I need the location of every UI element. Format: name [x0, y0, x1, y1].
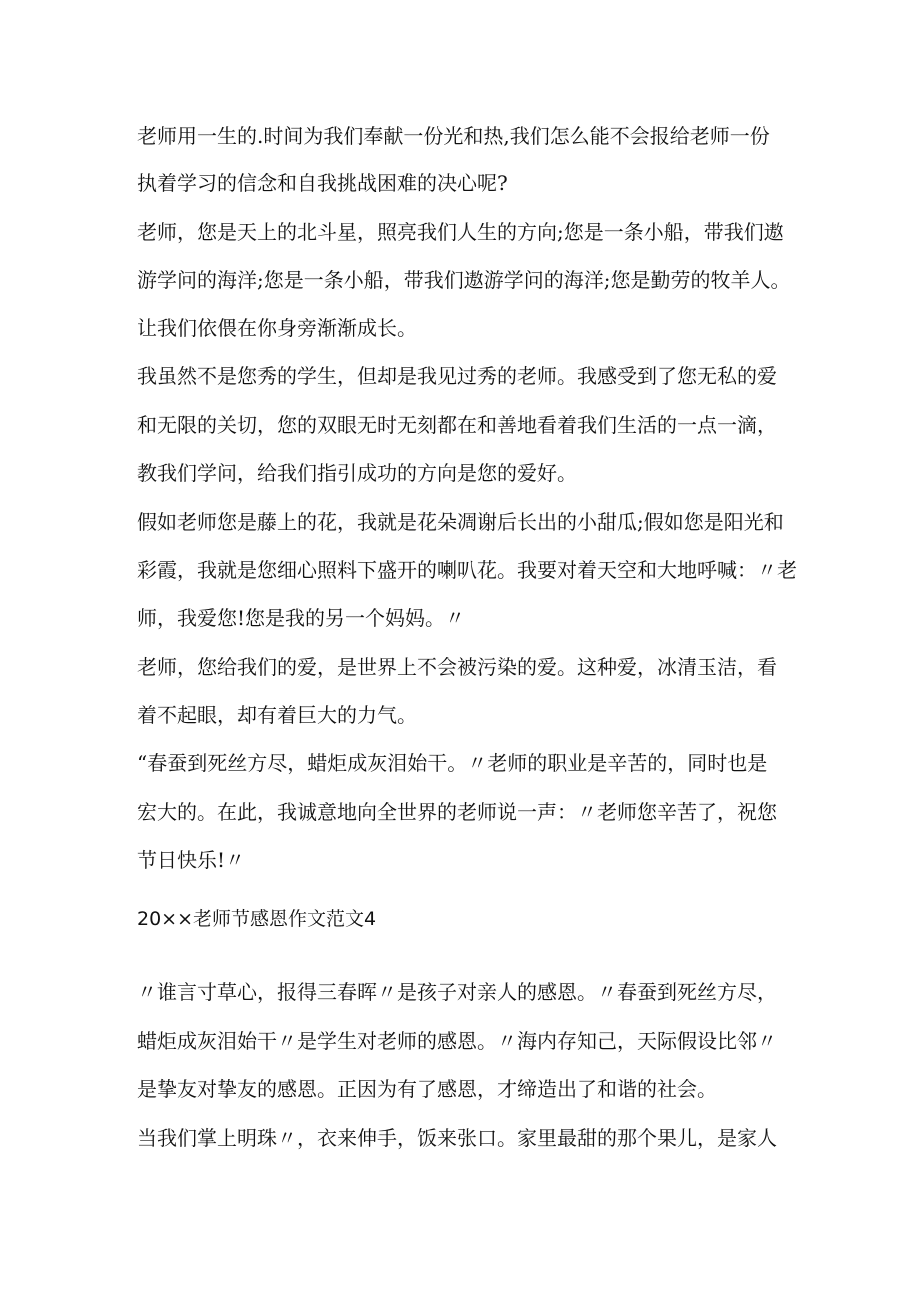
text-line: 是挚友对挚友的感恩。正因为有了感恩，才缔造出了和谐的社会。: [137, 1077, 717, 1101]
text-line: 游学问的海洋;您是一条小船，带我们遨游学问的海洋;您是勤劳的牧羊人。: [137, 268, 791, 292]
section-heading: 20××老师节感恩作文范文4: [137, 908, 377, 930]
text-line: 宏大的。在此，我诚意地向全世界的老师说一声：〃老师您辛苦了，祝您: [137, 800, 777, 824]
text-line: “春蚕到死丝方尽，蜡炬成灰泪始干。〃老师的职业是辛苦的，同时也是: [137, 751, 768, 775]
text-line: 节日快乐!〃: [137, 848, 246, 872]
text-line: 让我们依偎在你身旁渐渐成长。: [137, 316, 417, 340]
text-line: 执着学习的信念和自我挑战困难的决心呢?: [137, 171, 508, 195]
text-line: 教我们学问，给我们指引成功的方向是您的爱好。: [137, 461, 577, 485]
text-line: 〃谁言寸草心，报得三春晖〃是孩子对亲人的感恩。〃春蚕到死丝方尽，: [137, 980, 777, 1004]
text-line: 我虽然不是您秀的学生，但却是我见过秀的老师。我感受到了您无私的爱: [137, 364, 777, 388]
text-line: 蜡炬成灰泪始干〃是学生对老师的感恩。〃海内存知己，天际假设比邻〃: [137, 1029, 777, 1053]
text-line: 师，我爱您!您是我的另一个妈妈。〃: [137, 606, 466, 630]
text-line: 着不起眼，却有着巨大的力气。: [137, 703, 417, 727]
text-line: 老师，您给我们的爱，是世界上不会被污染的爱。这种爱，冰清玉洁，看: [137, 655, 777, 679]
text-line: 当我们掌上明珠〃，衣来伸手，饭来张口。家里最甜的那个果儿，是家人: [137, 1126, 777, 1150]
text-line: 老师用一生的.时间为我们奉献一份光和热,我们怎么能不会报给老师一份: [137, 124, 770, 148]
text-line: 和无限的关切，您的双眼无时无刻都在和善地看着我们生活的一点一滴，: [137, 413, 777, 437]
text-line: 彩霞，我就是您细心照料下盛开的喇叭花。我要对着天空和大地呼喊：〃老: [137, 558, 797, 582]
text-line: 假如老师您是藤上的花，我就是花朵凋谢后长出的小甜瓜;假如您是阳光和: [137, 510, 784, 534]
text-line: 老师，您是天上的北斗星，照亮我们人生的方向;您是一条小船，带我们遨: [137, 220, 784, 244]
